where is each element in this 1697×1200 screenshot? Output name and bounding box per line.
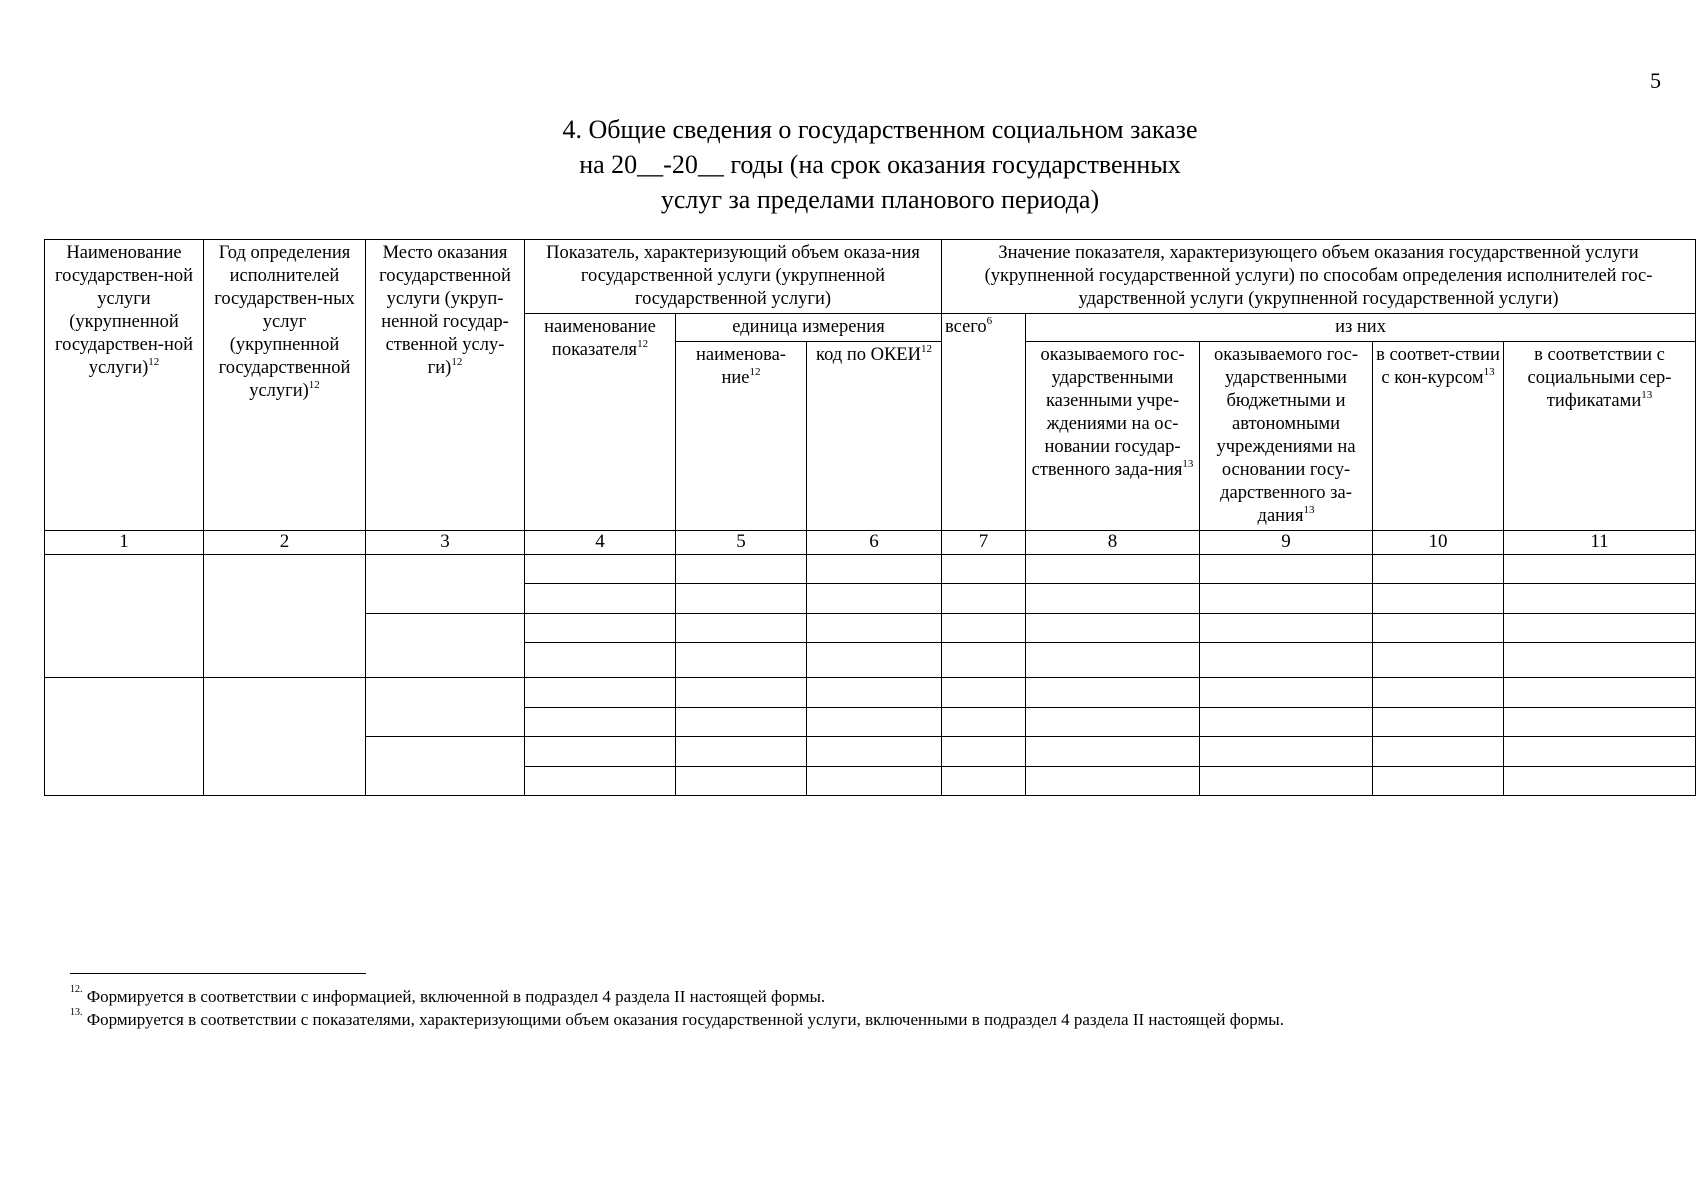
empty-cell[interactable] [1504, 737, 1696, 767]
empty-cell[interactable] [676, 584, 807, 614]
empty-cell[interactable] [1200, 555, 1373, 584]
empty-cell[interactable] [1026, 555, 1200, 584]
empty-cell[interactable] [676, 708, 807, 737]
header-indicator-group: Показатель, характеризующий объем оказа-ния государственной услуги (укрупненной государственной услуги) [525, 240, 942, 314]
empty-cell[interactable] [525, 767, 676, 796]
header-total [942, 314, 1026, 531]
empty-cell[interactable] [525, 678, 676, 708]
empty-cell[interactable] [676, 767, 807, 796]
footnote-divider [70, 973, 366, 974]
footnote-text: Формируется в соответствии с информацией, включенной в подраздел 4 раздела II настоящей формы. [86, 987, 826, 1006]
empty-cell[interactable] [525, 584, 676, 614]
column-number-row [45, 531, 1696, 555]
header-unit-name-text: наименова-ние [696, 345, 786, 388]
empty-cell[interactable] [1200, 614, 1373, 643]
header-unit-group: единица измерения [676, 314, 942, 342]
empty-cell[interactable] [1200, 678, 1373, 708]
footnote-ref: 6 [986, 315, 993, 327]
header-state-institutions-text: оказываемого гос-ударственными казенными учре-ждениями на ос-новании государ-ственного зада-ния [1031, 345, 1185, 480]
empty-cell[interactable] [1373, 678, 1504, 708]
footnote-ref: 12 [637, 338, 649, 350]
empty-cell[interactable] [807, 767, 942, 796]
empty-cell[interactable] [807, 678, 942, 708]
footnotes [70, 985, 1630, 1031]
empty-cell[interactable] [1504, 643, 1696, 678]
footnote-ref: 13 [1483, 366, 1495, 378]
empty-cell[interactable] [807, 737, 942, 767]
header-unit-name [676, 342, 807, 531]
header-competition [1373, 342, 1504, 531]
header-year-text: Год определения исполнителей государствен-ных услуг (укрупненной государственной услуги) [214, 243, 355, 401]
column-number: 4 [525, 531, 676, 555]
empty-cell[interactable] [1373, 643, 1504, 678]
empty-cell[interactable] [366, 737, 525, 796]
empty-cell[interactable] [1026, 708, 1200, 737]
column-number: 9 [1200, 531, 1373, 555]
footnote-13 [70, 1008, 1630, 1031]
empty-cell[interactable] [1026, 614, 1200, 643]
column-number: 6 [807, 531, 942, 555]
column-number: 3 [366, 531, 525, 555]
header-place-text: Место оказания государственной услуги (укруп-ненной государ-ственной услу-ги) [379, 243, 511, 378]
footnote-ref: 13 [1641, 389, 1653, 401]
empty-cell[interactable] [204, 678, 366, 796]
empty-cell[interactable] [1504, 678, 1696, 708]
empty-cell[interactable] [1200, 643, 1373, 678]
header-value-group: Значение показателя, характеризующего объем оказания государственной услуги (укрупненной государственной услуги) по способам определения исполнителей гос-ударственной услуги (укрупненной государственной услуги) [942, 240, 1696, 314]
footnote-text: Формируется в соответствии с показателями, характеризующими объем оказания государственной услуги, включенными в подраздел 4 раздела II настоящей формы. [86, 1010, 1284, 1029]
header-competition-text: в соответ-ствии с кон-курсом [1376, 345, 1500, 388]
header-service-name [45, 240, 204, 531]
footnote-ref: 12 [920, 343, 932, 355]
header-certificates [1504, 342, 1696, 531]
empty-cell[interactable] [45, 678, 204, 796]
empty-cell[interactable] [942, 584, 1026, 614]
empty-cell[interactable] [942, 708, 1026, 737]
empty-cell[interactable] [525, 708, 676, 737]
title-line-2: на 20__-20__ годы (на срок оказания государственных [579, 150, 1181, 179]
header-budget-institutions-text: оказываемого гос-ударственными бюджетными и автономными учреждениями на основании госу-дарственного за-дания [1214, 345, 1358, 526]
empty-cell[interactable] [676, 737, 807, 767]
header-service-name-text: Наименование государствен-ной услуги (укрупненной государствен-ной услуги) [54, 243, 193, 378]
empty-cell[interactable] [525, 555, 676, 584]
empty-cell[interactable] [807, 555, 942, 584]
empty-cell[interactable] [1200, 584, 1373, 614]
empty-cell[interactable] [676, 555, 807, 584]
empty-cell[interactable] [45, 555, 204, 678]
empty-cell[interactable] [942, 678, 1026, 708]
column-number: 5 [676, 531, 807, 555]
header-year [204, 240, 366, 531]
footnote-ref: 12 [451, 356, 463, 368]
column-number: 1 [45, 531, 204, 555]
footnote-mark: 13. [70, 1007, 83, 1018]
footnote-ref: 12 [148, 356, 160, 368]
empty-cell[interactable] [1200, 737, 1373, 767]
empty-cell[interactable] [1373, 584, 1504, 614]
footnote-ref: 13 [1303, 504, 1315, 516]
empty-cell[interactable] [807, 708, 942, 737]
header-indicator-name [525, 314, 676, 531]
header-state-institutions [1026, 342, 1200, 531]
empty-cell[interactable] [1026, 737, 1200, 767]
column-number: 8 [1026, 531, 1200, 555]
empty-cell[interactable] [942, 643, 1026, 678]
empty-cell[interactable] [807, 643, 942, 678]
header-okei-code-text: код по ОКЕИ [816, 345, 921, 365]
empty-cell[interactable] [525, 737, 676, 767]
footnote-12 [70, 985, 1630, 1008]
column-number: 2 [204, 531, 366, 555]
empty-cell[interactable] [204, 555, 366, 678]
footnote-mark: 12. [70, 984, 83, 995]
header-okei-code [807, 342, 942, 531]
title-line-1: 4. Общие сведения о государственном социальном заказе [562, 115, 1198, 144]
column-number: 7 [942, 531, 1026, 555]
empty-cell[interactable] [1373, 555, 1504, 584]
footnote-ref: 13 [1182, 458, 1194, 470]
empty-cell[interactable] [366, 614, 525, 678]
empty-cell[interactable] [1026, 678, 1200, 708]
column-number: 11 [1504, 531, 1696, 555]
empty-cell[interactable] [1026, 584, 1200, 614]
header-indicator-name-text: наименование показателя [544, 317, 656, 360]
footnote-ref: 12 [749, 366, 761, 378]
header-of-them: из них [1026, 314, 1696, 342]
empty-cell[interactable] [942, 614, 1026, 643]
empty-cell[interactable] [1200, 767, 1373, 796]
table-row [45, 678, 1696, 708]
social-order-table [44, 239, 1696, 796]
footnote-ref: 12 [308, 379, 320, 391]
header-place [366, 240, 525, 531]
empty-cell[interactable] [1504, 584, 1696, 614]
empty-cell[interactable] [366, 678, 525, 737]
empty-cell[interactable] [1504, 555, 1696, 584]
empty-cell[interactable] [366, 555, 525, 614]
empty-cell[interactable] [1026, 767, 1200, 796]
empty-cell[interactable] [676, 614, 807, 643]
empty-cell[interactable] [1200, 708, 1373, 737]
empty-cell[interactable] [942, 737, 1026, 767]
empty-cell[interactable] [1373, 767, 1504, 796]
empty-cell[interactable] [1504, 708, 1696, 737]
empty-cell[interactable] [1373, 737, 1504, 767]
empty-cell[interactable] [1504, 767, 1696, 796]
empty-cell[interactable] [1373, 708, 1504, 737]
title-line-3: услуг за пределами планового периода) [660, 185, 1100, 214]
column-number: 10 [1373, 531, 1504, 555]
table-row [45, 555, 1696, 584]
empty-cell[interactable] [676, 678, 807, 708]
empty-cell[interactable] [942, 767, 1026, 796]
empty-cell[interactable] [525, 643, 676, 678]
page-title [440, 112, 1320, 217]
empty-cell[interactable] [1026, 643, 1200, 678]
empty-cell[interactable] [525, 614, 676, 643]
empty-cell[interactable] [807, 584, 942, 614]
page-number: 5 [1650, 68, 1661, 93]
empty-cell[interactable] [1373, 614, 1504, 643]
header-certificates-text: в соответствии с социальными сер-тификатами [1527, 345, 1672, 411]
empty-cell[interactable] [942, 555, 1026, 584]
empty-cell[interactable] [1504, 614, 1696, 643]
header-budget-institutions [1200, 342, 1373, 531]
empty-cell[interactable] [807, 614, 942, 643]
header-total-text: всего [945, 317, 987, 337]
empty-cell[interactable] [676, 643, 807, 678]
